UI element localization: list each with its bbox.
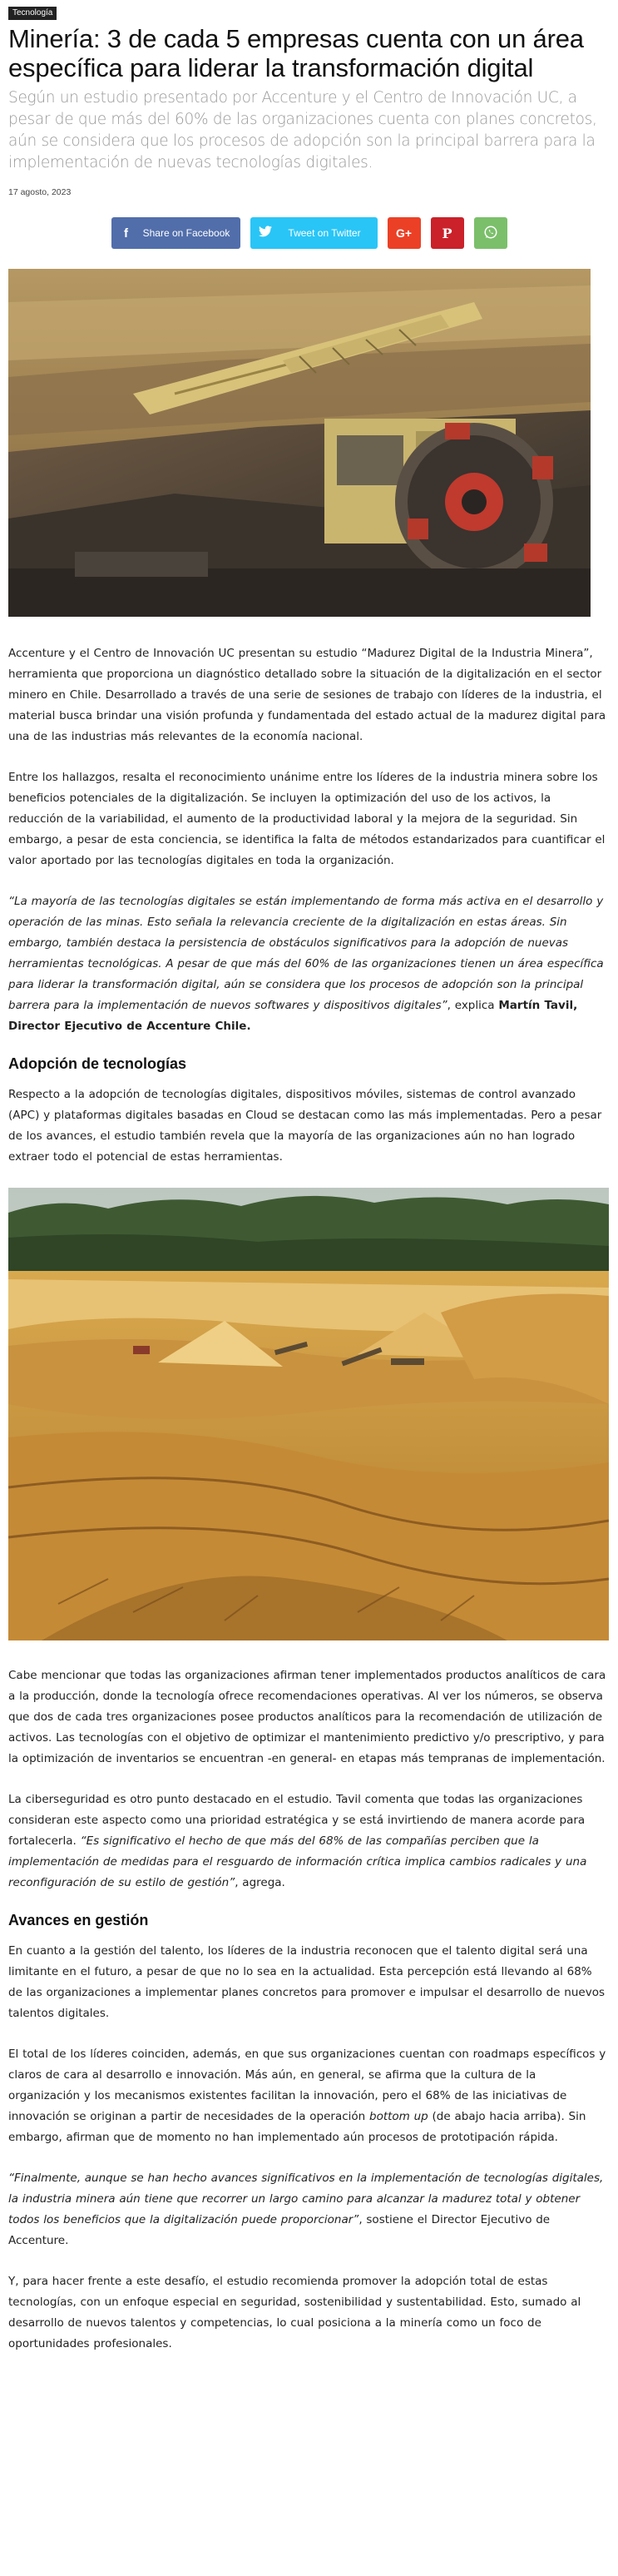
google-plus-icon: G+ xyxy=(395,226,413,240)
share-twitter-label: Tweet on Twitter xyxy=(288,227,361,239)
quote-ciberseguridad: “Es significativo el hecho de que más del 68% de las compañías perciben que la implementación de medidas para el resguardo de información crítica implica cambios radicales y una reconfiguración de su estilo de gestión” xyxy=(8,1834,587,1889)
quote-tavil: “La mayoría de las tecnologías digitales se están implementando de forma más activa en el desarrollo y operación de las minas. Esto señala la relevancia creciente de la digitalización en estas áreas. Sin embargo, también destaca la persistencia de obstáculos significativos para la adopción de nuevas herramientas tecnológicas. A pesar de que más del 60% de las organizaciones tienen un área específica para liderar la transformación digital, aún se considera que los procesos de adopción son la principal barrera para la implementación de nuevos softwares y dispositivos digitales” xyxy=(8,895,604,1012)
paragraph-4: Respecto a la adopción de tecnologías digitales, dispositivos móviles, sistemas de control avanzado (APC) y plataformas digitales basadas en Cloud se destacan como las más implementadas. Pero a pesar de los avances, el estudio también revela que la mayoría de las organizaciones aún no han logrado extraer todo el potencial de estas herramientas. xyxy=(8,1088,602,1164)
hero-image-excavator xyxy=(8,269,591,617)
mine-landscape-image xyxy=(8,1188,609,1640)
paragraph-6-start: La ciberseguridad es otro punto destacado en el estudio. Tavil comenta que todas las organizaciones consideran este aspecto como una prioridad estratégica y se está invirtiendo de manera acorde para fortalecerla. xyxy=(8,1793,586,1848)
paragraph-6 xyxy=(8,1789,610,1894)
article-title: Minería: 3 de cada 5 empresas cuenta con un área específica para liderar la transformación digital xyxy=(8,24,584,82)
paragraph-8-start: El total de los líderes coinciden, además, en que sus organizaciones cuentan con roadmaps específicos y claros de cara al desarrollo e innovación. Más aún, en general, se afirma que la cultura de la organización y los mecanismos existentes facilitan la innovación, pero el 68% de las iniciativas de innovación se originan a partir de necesidades de la operación xyxy=(8,2047,606,2123)
quote-attribution: , explica xyxy=(447,999,499,1012)
share-facebook-label: Share on Facebook xyxy=(142,227,230,239)
share-facebook-button[interactable] xyxy=(111,217,240,249)
paragraph-8-italic: bottom up xyxy=(369,2110,428,2123)
share-bar xyxy=(8,217,610,249)
quote-finalmente: “Finalmente, aunque se han hecho avances significativos en la implementación de tecnologías digitales, la industria minera aún tiene que recorrer un largo camino para alcanzar la madurez total y obtener todos los beneficios que la digitalización puede proporcionar” xyxy=(8,2171,604,2226)
paragraph-5: Cabe mencionar que todas las organizaciones afirman tener implementados productos analíticos de cara a la producción, donde la tecnología ofrece recomendaciones operativas. Al ver los números, se observa que dos de cada tres organizaciones posee productos analíticos para la recomendación de utilización de activos. Las tecnologías con el objetivo de optimizar el mantenimiento predictivo y/o prescriptivo, y para la optimización de inventarios se encuentran -en general- en etapas más tempranas de implementación. xyxy=(8,1669,606,1765)
whatsapp-icon xyxy=(483,225,498,242)
article-subtitle: Según un estudio presentado por Accenture y el Centro de Innovación UC, a pesar de que más del 60% de las organizaciones cuenta con planes concretos, aún se considera que los procesos de adopción son la principal barrera para la implementación de nuevas tecnologías digitales. xyxy=(8,89,597,171)
pinterest-icon: P xyxy=(442,225,452,241)
paragraph-9-end: , sostiene el Director Ejecutivo de Accenture. xyxy=(8,2213,551,2247)
heading-adopcion: Adopción de tecnologías xyxy=(8,1055,187,1072)
share-whatsapp-button[interactable] xyxy=(474,217,507,249)
paragraph-2: Entre los hallazgos, resalta el reconocimiento unánime entre los líderes de la industria minera sobre los beneficios potenciales de la digitalización. Se incluyen la optimización del uso de los activos, la reducción de la variabilidad, el aumento de la productividad laboral y la mejora de la seguridad. Sin embargo, a pesar de esta conciencia, se identifica la falta de métodos estandarizados para cuantificar el valor aportado por las tecnologías digitales en toda la organización. xyxy=(8,771,606,867)
share-googleplus-button[interactable] xyxy=(388,217,421,249)
quote-author: Martín Tavil, Director Ejecutivo de Accenture Chile. xyxy=(8,999,578,1033)
paragraph-10: Y, para hacer frente a este desafío, el estudio recomienda promover la adopción total de estas tecnologías, con un enfoque especial en seguridad, sostenibilidad y sustentabilidad. Esto, sumado al desarrollo de nuevos talentos y competencias, lo cual posiciona a la minería como un foco de oportunidades profesionales. xyxy=(8,2275,581,2350)
share-twitter-button[interactable] xyxy=(250,217,378,249)
heading-avances: Avances en gestión xyxy=(8,1912,149,1928)
twitter-icon xyxy=(250,226,280,241)
paragraph-8-end: (de abajo hacia arriba). Sin embargo, afirman que de momento no han implementado aún procesos de prototipación rápida. xyxy=(8,2110,586,2144)
paragraph-9 xyxy=(8,2168,610,2251)
publish-date: 17 agosto, 2023 xyxy=(8,187,72,197)
paragraph-6-end: , agrega. xyxy=(235,1876,285,1889)
category-tag[interactable]: Tecnología xyxy=(8,7,57,20)
facebook-icon: f xyxy=(124,226,128,241)
paragraph-8 xyxy=(8,2044,610,2148)
share-pinterest-button[interactable] xyxy=(431,217,464,249)
paragraph-3 xyxy=(8,891,610,1037)
paragraph-1: Accenture y el Centro de Innovación UC presentan su estudio “Madurez Digital de la Industria Minera”, herramienta que proporciona un diagnóstico detallado sobre la situación de la digitalización en el sector minero en Chile. Desarrollado a través de una serie de sesiones de trabajo con líderes de la industria, el material busca brindar una visión profunda y fundamentada del estado actual de la madurez digital para una de las industrias más relevantes de la economía nacional. xyxy=(8,647,606,743)
paragraph-7: En cuanto a la gestión del talento, los líderes de la industria reconocen que el talento digital será una limitante en el futuro, a pesar de que no lo sea en la actualidad. Esta percepción está llevando al 68% de las organizaciones a implementar planes concretos para promover e impulsar el desarrollo de nuevos talentos digitales. xyxy=(8,1944,605,2020)
